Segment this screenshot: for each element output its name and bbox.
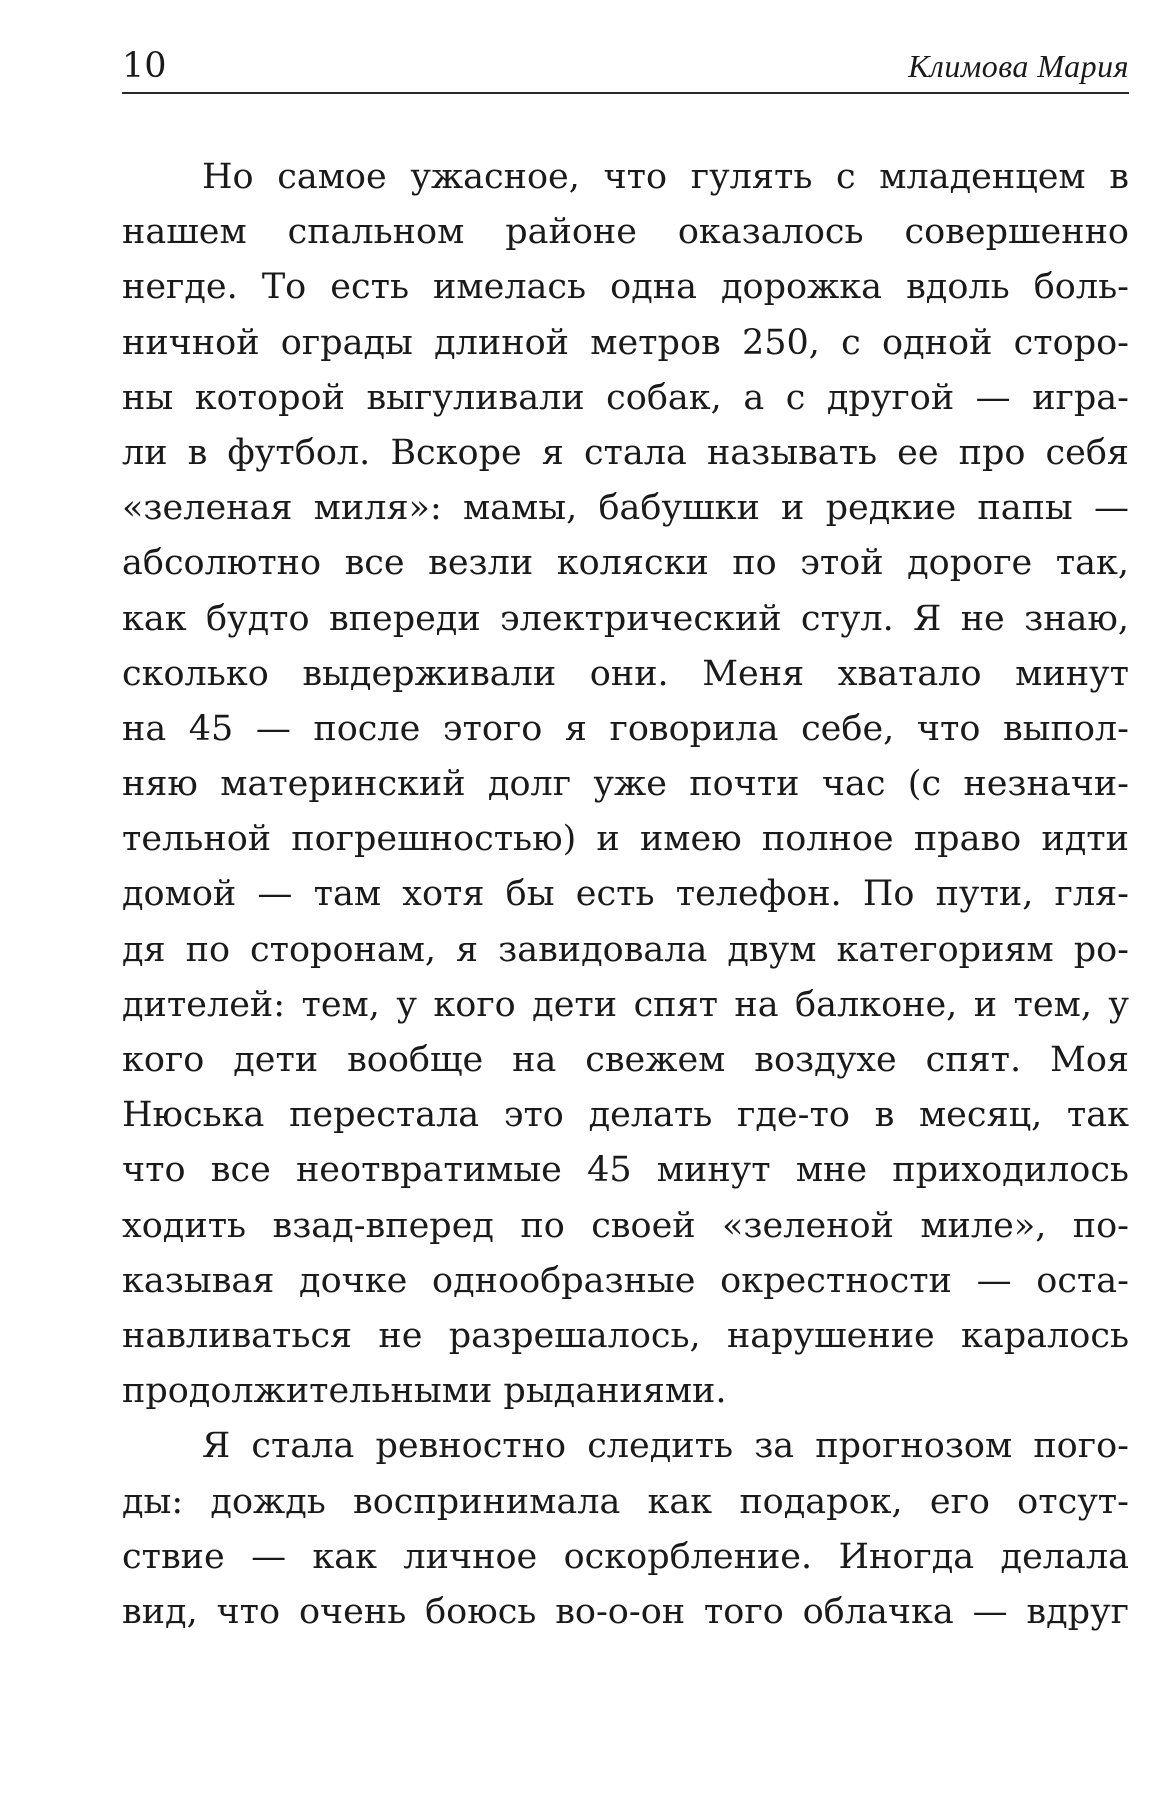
text-line: как будто впереди электрический стул. Я не знаю, (122, 598, 1129, 639)
text-line: Но самое ужасное, что гулять с младенцем в (202, 157, 1129, 197)
text-line: тельной погрешностью) и имею полное право идти (122, 819, 1129, 860)
text-line: ны которой выгуливали собак, а с другой — игра- (122, 377, 1129, 418)
text-line: нашем спальном районе оказалось совершенно (122, 212, 1129, 253)
text-line: навливаться не разрешалось, нарушение каралось (122, 1315, 1129, 1356)
body-text (122, 150, 1129, 1640)
text-line: дителей: тем, у кого дети спят на балконе, и тем, у (122, 984, 1129, 1025)
text-line: продолжительными рыданиями. (122, 1371, 727, 1412)
text-line: негде. То есть имелась одна дорожка вдоль боль- (122, 267, 1129, 308)
text-line: абсолютно все везли коляски по этой дороге так, (122, 543, 1129, 584)
author-name: Климова Мария (908, 48, 1129, 84)
text-line: сколько выдерживали они. Меня хватало минут (122, 653, 1129, 694)
text-line: Нюська перестала это делать где-то в месяц, так (122, 1095, 1129, 1136)
text-line: Я стала ревностно следить за прогнозом пого- (202, 1426, 1129, 1467)
text-line: няю материнский долг уже почти час (с незначи- (122, 764, 1129, 805)
text-line: домой — там хотя бы есть телефон. По пути, гля- (122, 874, 1129, 915)
text-line: «зеленая миля»: мамы, бабушки и редкие папы — (122, 488, 1129, 529)
page-number: 10 (122, 46, 167, 86)
text-line: ходить взад-вперед по своей «зеленой миле», по- (122, 1205, 1129, 1246)
text-line: вид, что очень боюсь во-о-он того облачка — вдруг (122, 1591, 1129, 1632)
text-line: дя по сторонам, я завидовала двум категориям ро- (122, 929, 1129, 970)
text-line: кого дети вообще на свежем воздухе спят. Моя (122, 1040, 1129, 1080)
text-line: ды: дождь воспринимала как подарок, его отсут- (122, 1481, 1129, 1522)
paragraph-1 (122, 150, 1129, 1419)
paragraph-2 (122, 1419, 1129, 1640)
text-line: на 45 — после этого я говорила себе, что выпол- (122, 708, 1129, 749)
text-line: что все неотвратимые 45 минут мне приходилось (122, 1150, 1129, 1191)
text-line: ничной ограды длиной метров 250, с одной сторо- (122, 322, 1129, 363)
text-line: казывая дочке однообразные окрестности — оста- (122, 1260, 1129, 1301)
text-line: ли в футбол. Вскоре я стала называть ее про себя (122, 432, 1129, 473)
text-line: ствие — как личное оскорбление. Иногда делала (122, 1536, 1129, 1577)
running-head (122, 44, 1129, 94)
